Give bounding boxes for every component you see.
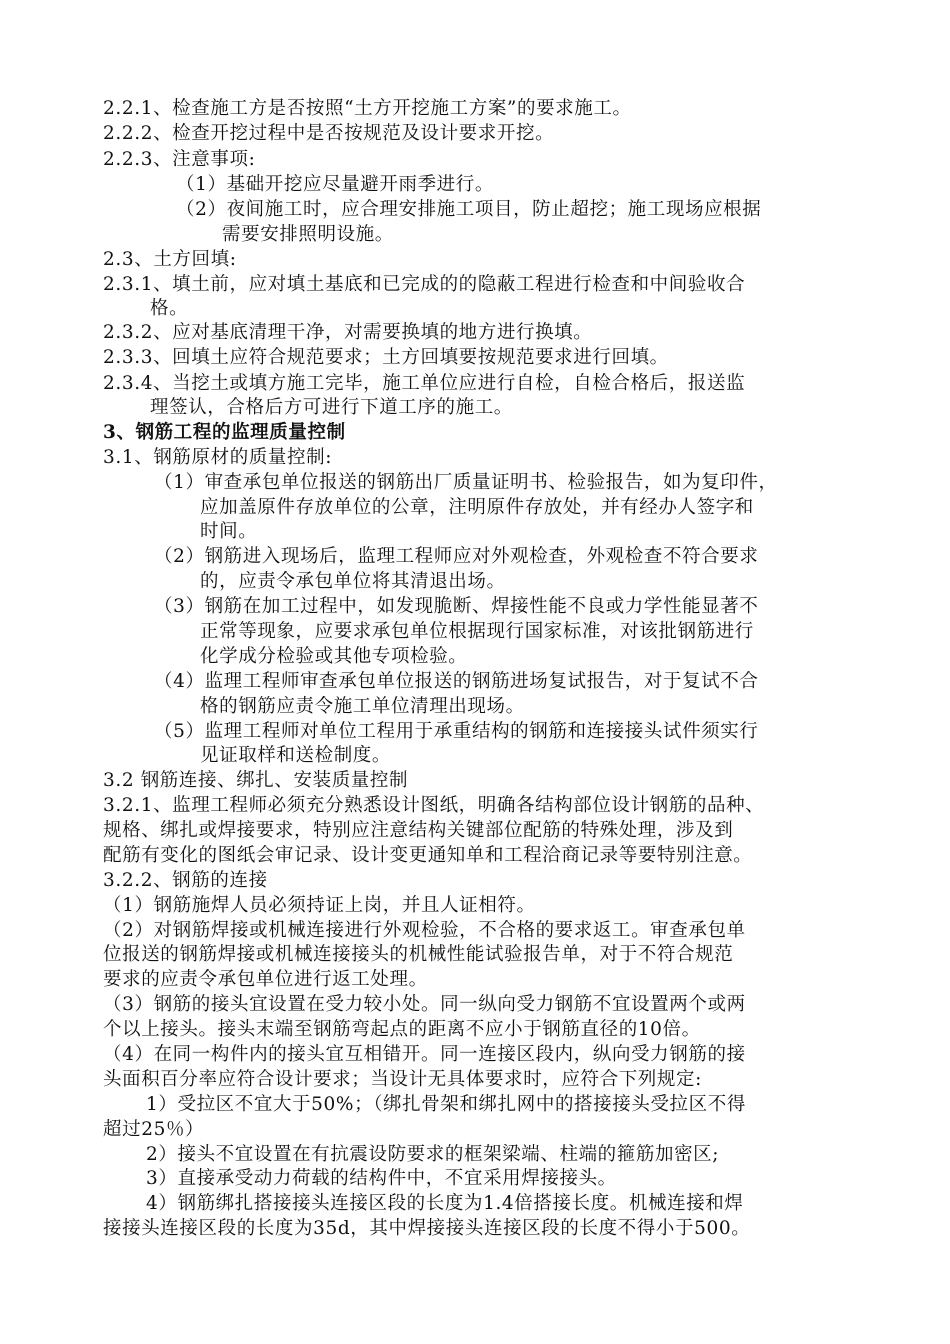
- text-line: 格的钢筋应责令施工单位清理出现场。: [200, 696, 525, 717]
- text-line: （3）钢筋在加工过程中，如发现脆断、焊接性能不良或力学性能显著不: [154, 596, 759, 617]
- text-line: 见证取样和送检制度。: [200, 745, 392, 766]
- text-line: 2）接头不宜设置在有抗震设防要求的框架梁端、柱端的箍筋加密区;: [146, 1144, 720, 1165]
- section-heading: 3、钢筋工程的监理质量控制: [103, 422, 346, 443]
- text-line: 1）受拉区不宜大于50%；（绑扎骨架和绑扎网中的搭接接头受拉区不得: [146, 1094, 746, 1115]
- text-line: 应加盖原件存放单位的公章，注明原件存放处，并有经办人签字和: [200, 497, 754, 518]
- text-line: 2.3.3、回填土应符合规范要求；土方回填要按规范要求进行回填。: [103, 347, 669, 368]
- subsection-heading: 3.2.2、钢筋的连接: [103, 870, 268, 891]
- text-line: （1）钢筋施焊人员必须持证上岗，并且人证相符。: [103, 895, 536, 916]
- text-line: 理签认，合格后方可进行下道工序的施工。: [150, 397, 513, 418]
- text-line: 化学成分检验或其他专项检验。: [200, 646, 468, 667]
- text-line: 位报送的钢筋焊接或机械连接接头的机械性能试验报告单，对于不符合规范: [103, 944, 734, 965]
- text-line: 2.3.2、应对基底清理干净，对需要换填的地方进行换填。: [103, 322, 593, 343]
- text-line: 2.3.1、填土前，应对填土基底和已完成的的隐蔽工程进行检查和中间验收合: [103, 274, 746, 295]
- text-line: （2）夜间施工时，应合理安排施工项目，防止超挖；施工现场应根据: [176, 199, 762, 220]
- text-line: 2.3、土方回填:: [103, 249, 237, 270]
- text-line: 正常等现象，应要求承包单位根据现行国家标准，对该批钢筋进行: [200, 621, 754, 642]
- text-line: （2）钢筋进入现场后，监理工程师应对外观检查，外观检查不符合要求: [154, 546, 759, 567]
- text-line: 接接头连接区段的长度为35d，其中焊接接头连接区段的长度不得小于500。: [103, 1218, 751, 1239]
- text-line: 3）直接承受动力荷载的结构件中，不宜采用焊接接头。: [146, 1168, 617, 1189]
- text-line: （2）对钢筋焊接或机械连接进行外观检验，不合格的要求返工。审查承包单: [103, 920, 746, 941]
- text-line: 需要安排照明设施。: [222, 224, 394, 245]
- text-line: 要求的应责令承包单位进行返工处理。: [103, 969, 428, 990]
- text-line: （3）钢筋的接头宜设置在受力较小处。同一纵向受力钢筋不宜设置两个或两: [103, 994, 746, 1015]
- text-line: 2.2.2、检查开挖过程中是否按规范及设计要求开挖。: [103, 123, 555, 144]
- text-line: 配筋有变化的图纸会审记录、设计变更通知单和工程洽商记录等要特别注意。: [103, 845, 753, 866]
- text-line: （1）基础开挖应尽量避开雨季进行。: [176, 174, 494, 195]
- text-line: 个以上接头。接头末端至钢筋弯起点的距离不应小于钢筋直径的10倍。: [103, 1019, 701, 1040]
- text-line: （4）监理工程师审查承包单位报送的钢筋进场复试报告，对于复试不合: [154, 671, 759, 692]
- text-line: 3.2.1、监理工程师必须充分熟悉设计图纸，明确各结构部位设计钢筋的品种、: [103, 795, 765, 816]
- text-line: 头面积百分率应符合设计要求；当设计无具体要求时，应符合下列规定:: [103, 1069, 702, 1090]
- text-line: 规格、绑扎或焊接要求，特别应注意结构关键部位配筋的特殊处理，涉及到: [103, 820, 734, 841]
- subsection-heading: 3.2 钢筋连接、绑扎、安装质量控制: [103, 770, 409, 791]
- text-line: 2.2.1、检查施工方是否按照“土方开挖施工方案”的要求施工。: [103, 98, 632, 119]
- text-line: 超过25％）: [103, 1119, 205, 1140]
- text-line: 2.3.4、当挖土或填方施工完毕，施工单位应进行自检，自检合格后，报送监: [103, 373, 746, 394]
- text-line: 4）钢筋绑扎搭接接头连接区段的长度为1.4倍搭接长度。机械连接和焊: [146, 1193, 744, 1214]
- text-line: 格。: [150, 298, 189, 319]
- text-line: 的，应责令承包单位将其清退出场。: [200, 571, 506, 592]
- text-line: 时间。: [200, 521, 258, 542]
- text-line: （5）监理工程师对单位工程用于承重结构的钢筋和连接接头试件须实行: [154, 721, 759, 742]
- subsection-heading: 3.1、钢筋原材的质量控制:: [103, 447, 333, 468]
- text-line: （4）在同一构件内的接头宜互相错开。同一连接区段内，纵向受力钢筋的接: [103, 1044, 746, 1065]
- text-line: 2.2.3、注意事项:: [103, 149, 256, 170]
- text-line: （1）审查承包单位报送的钢筋出厂质量证明书、检验报告，如为复印件，: [154, 472, 778, 493]
